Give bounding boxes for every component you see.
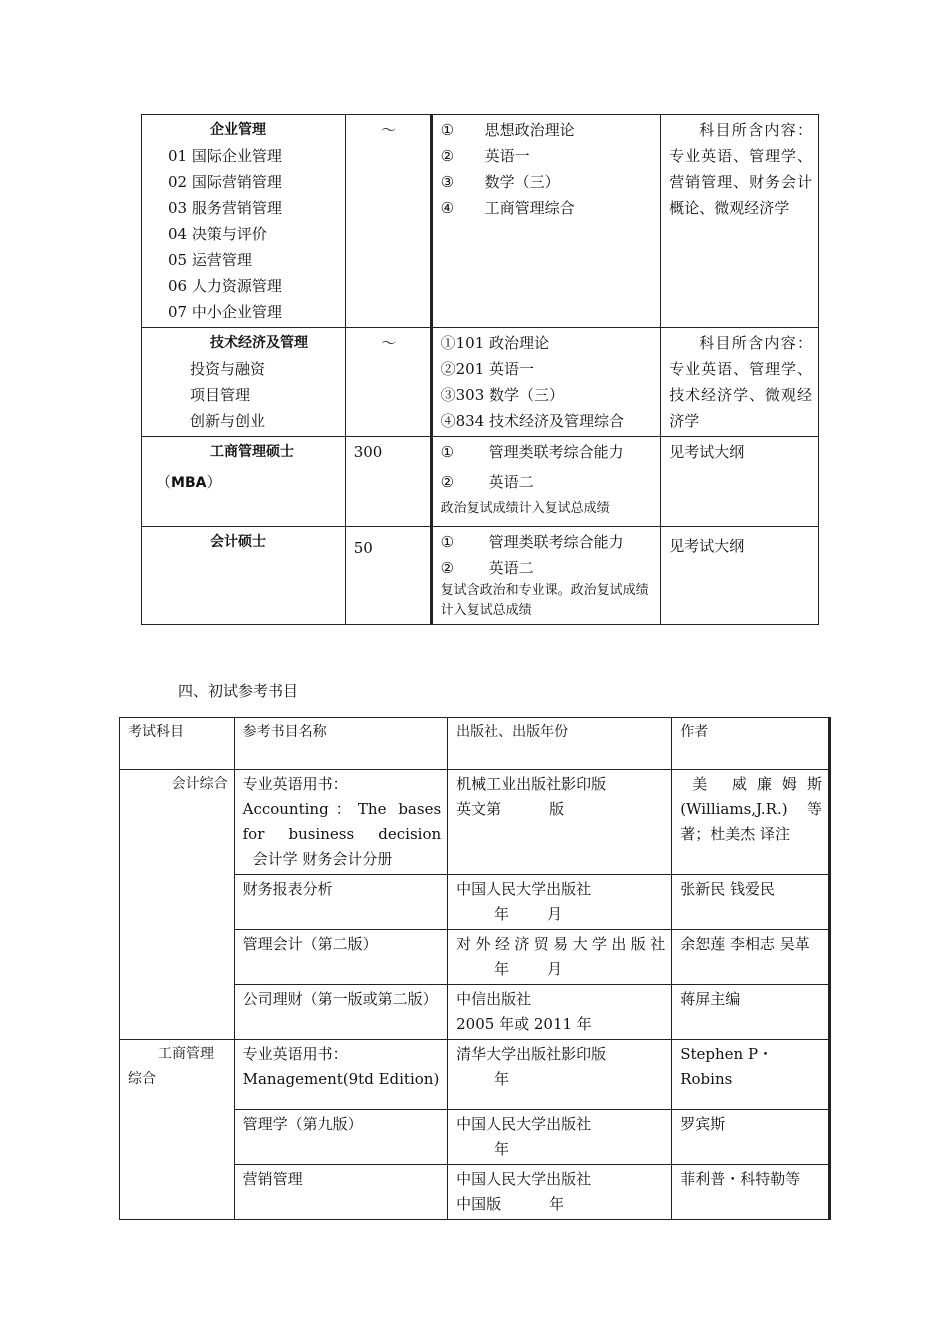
exam-cell [431, 328, 661, 437]
author-cell: 蒋屏主编 [672, 985, 830, 1040]
author-cell: 美 威廉姆斯 (Williams,J.R.) 等 著；杜美杰 译注 [672, 770, 830, 875]
book-cell: 管理学（第九版） [234, 1110, 448, 1165]
program-item: 04 决策与评价 [168, 225, 267, 243]
book-cell: 财务报表分析 [234, 875, 448, 930]
exam-item: ③ 数学（三） [440, 173, 560, 191]
exam-item: ②201 英语一 [440, 360, 535, 378]
author-cell: 菲利普・科特勒等 [672, 1165, 830, 1220]
table-header-row [120, 718, 830, 770]
program-cell [142, 437, 346, 527]
header-subject: 考试科目 [120, 718, 235, 770]
exam-remark: 复试含政治和专业课。政治复试成绩计入复试总成绩 [440, 583, 649, 618]
note-cell: 见考试大纲 [661, 437, 819, 527]
program-title: 技术经济及管理 [210, 335, 308, 351]
table-row [142, 328, 819, 437]
exam-item: ④834 技术经济及管理综合 [440, 412, 625, 430]
table-row [120, 770, 830, 875]
author-cell: 余恕莲 李相志 吴革 [672, 930, 830, 985]
exam-cell [431, 527, 661, 625]
subject-cell: 工商管理综合 [120, 1040, 235, 1220]
header-publisher: 出版社、出版年份 [448, 718, 672, 770]
table-row [142, 527, 819, 625]
author-cell: Stephen P・Robins [672, 1040, 830, 1110]
program-item: 项目管理 [190, 386, 251, 404]
exam-item: ② 英语一 [440, 147, 530, 165]
program-title: 会计硕士 [210, 534, 266, 550]
program-cell [142, 527, 346, 625]
publisher-cell: 中国人民大学出版社 年 月 [448, 875, 672, 930]
book-cell: 专业英语用书： Accounting：The bases for business decision 会计学 财务会计分册 [234, 770, 448, 875]
quota-cell: 50 [345, 527, 431, 625]
program-table [141, 114, 819, 625]
reference-books-table [119, 717, 831, 1220]
program-title: 企业管理 [210, 122, 266, 138]
exam-item: ① 管理类联考综合能力 [440, 443, 624, 461]
exam-item: ① 管理类联考综合能力 [440, 533, 624, 551]
note-cell: 科目所含内容：专业英语、管理学、营销管理、财务会计概论、微观经济学 [661, 115, 819, 328]
book-cell: 公司理财（第一版或第二版） [234, 985, 448, 1040]
quota-cell: ～ [345, 328, 431, 437]
header-book: 参考书目名称 [234, 718, 448, 770]
publisher-cell: 中国人民大学出版社 年 [448, 1110, 672, 1165]
table-row [142, 115, 819, 328]
program-item: 07 中小企业管理 [168, 303, 282, 321]
publisher-cell: 对外经济贸易大学出版社 年 月 [448, 930, 672, 985]
program-item: 05 运营管理 [168, 251, 252, 269]
program-title: 工商管理硕士 [210, 444, 294, 460]
exam-item: ④ 工商管理综合 [440, 199, 575, 217]
exam-item: ①101 政治理论 [440, 334, 550, 352]
program-item: 02 国际营销管理 [168, 173, 282, 191]
program-item: 创新与创业 [190, 412, 266, 430]
program-item: 06 人力资源管理 [168, 277, 282, 295]
exam-item: ② 英语二 [440, 559, 534, 577]
table-row [120, 1040, 830, 1110]
book-cell: 专业英语用书： Management(9td Edition) [234, 1040, 448, 1110]
exam-item: ② 英语二 [440, 473, 534, 491]
program-item: 03 服务营销管理 [168, 199, 282, 217]
quota-cell: 300 [345, 437, 431, 527]
book-cell: 管理会计（第二版） [234, 930, 448, 985]
exam-cell [431, 437, 661, 527]
author-cell: 张新民 钱爱民 [672, 875, 830, 930]
note-cell: 科目所含内容：专业英语、管理学、技术经济学、微观经济学 [661, 328, 819, 437]
publisher-cell: 中国人民大学出版社 中国版 年 [448, 1165, 672, 1220]
program-cell [142, 328, 346, 437]
header-author: 作者 [672, 718, 830, 770]
exam-item: ③303 数学（三） [440, 386, 565, 404]
program-subtitle: （MBA） [156, 473, 222, 491]
exam-remark: 政治复试成绩计入复试总成绩 [440, 501, 610, 516]
program-cell [142, 115, 346, 328]
exam-item: ① 思想政治理论 [440, 121, 575, 139]
subject-cell: 会计综合 [120, 770, 235, 1040]
table-row [142, 437, 819, 527]
program-item: 投资与融资 [190, 360, 266, 378]
publisher-cell: 机械工业出版社影印版 英文第 版 [448, 770, 672, 875]
exam-cell [431, 115, 661, 328]
section-title: 四、初试参考书目 [178, 682, 299, 700]
publisher-cell: 清华大学出版社影印版 年 [448, 1040, 672, 1110]
author-cell: 罗宾斯 [672, 1110, 830, 1165]
book-cell: 营销管理 [234, 1165, 448, 1220]
quota-cell: ～ [345, 115, 431, 328]
note-cell: 见考试大纲 [661, 527, 819, 625]
program-item: 01 国际企业管理 [168, 147, 282, 165]
publisher-cell: 中信出版社 2005 年或 2011 年 [448, 985, 672, 1040]
